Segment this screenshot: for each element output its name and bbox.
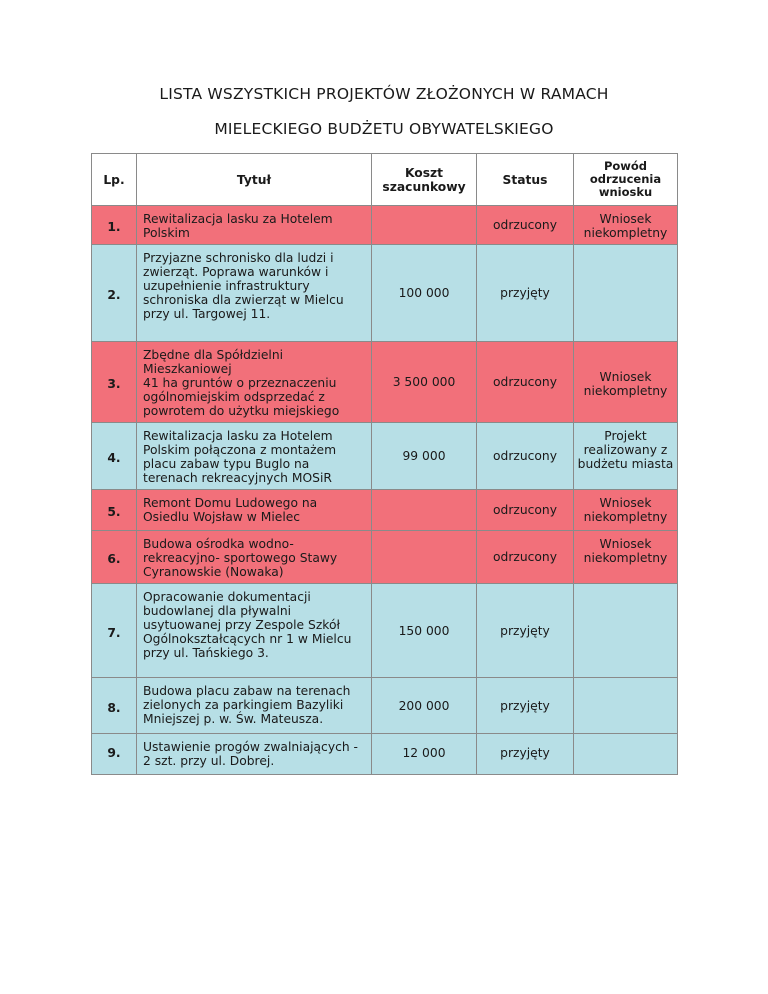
row-lp: 4. — [92, 423, 137, 490]
header-reason — [574, 154, 678, 206]
row-title: Ustawienie progów zwalniających - 2 szt. przy ul. Dobrej. — [137, 734, 372, 775]
row-title-line1: Zbędne dla Spółdzielni Mieszkaniowej — [143, 348, 284, 376]
row-title: Remont Domu Ludowego na Osiedlu Wojsław w Mielec — [137, 490, 372, 531]
row-status: odrzucony — [477, 490, 574, 531]
row-cost — [372, 531, 477, 584]
row-cost: 12 000 — [372, 734, 477, 775]
row-reason: Wniosek niekompletny — [574, 342, 678, 423]
row-lp: 1. — [92, 206, 137, 245]
row-title: Przyjazne schronisko dla ludzi i zwierząt. Poprawa warunków i uzupełnienie infrastruktury schroniska dla zwierząt w Mielcu przy ul. Targowej 11. — [137, 245, 372, 342]
row-title: Budowa placu zabaw na terenach zielonych za parkingiem Bazyliki Mniejszej p. w. Św. Mateusza. — [137, 678, 372, 734]
row-title-line2: 41 ha gruntów o przeznaczeniu ogólnomiejskim odsprzedać z powrotem do użytku miejskiego — [143, 376, 340, 418]
header-status: Status — [477, 154, 574, 206]
row-lp: 3. — [92, 342, 137, 423]
header-cost-line2: szacunkowy — [382, 179, 466, 194]
row-lp: 2. — [92, 245, 137, 342]
row-reason — [574, 584, 678, 678]
row-reason — [574, 734, 678, 775]
row-reason: Wniosek niekompletny — [574, 206, 678, 245]
header-title: Tytuł — [137, 154, 372, 206]
table-row — [92, 245, 678, 342]
row-lp: 7. — [92, 584, 137, 678]
row-lp: 6. — [92, 531, 137, 584]
row-reason — [574, 245, 678, 342]
row-title: Opracowanie dokumentacji budowlanej dla pływalni usytuowanej przy Zespole Szkół Ogólnokształcących nr 1 w Mielcu przy ul. Tańskiego 3. — [137, 584, 372, 678]
row-status: odrzucony — [477, 206, 574, 245]
row-cost — [372, 490, 477, 531]
table-row — [92, 342, 678, 423]
row-reason — [574, 678, 678, 734]
header-lp: Lp. — [92, 154, 137, 206]
row-cost: 99 000 — [372, 423, 477, 490]
header-reason-line2: odrzucenia — [589, 172, 662, 186]
table-row — [92, 531, 678, 584]
row-cost: 100 000 — [372, 245, 477, 342]
document-title-line2: MIELECKIEGO BUDŻETU OBYWATELSKIEGO — [214, 120, 554, 138]
row-status: odrzucony — [477, 423, 574, 490]
row-title — [137, 342, 372, 423]
row-cost — [372, 206, 477, 245]
row-status: odrzucony — [477, 342, 574, 423]
row-lp: 9. — [92, 734, 137, 775]
table-row — [92, 423, 678, 490]
table-header-row — [92, 154, 678, 206]
projects-table — [91, 153, 678, 775]
table-row — [92, 490, 678, 531]
row-lp: 8. — [92, 678, 137, 734]
header-reason-line3: wniosku — [598, 185, 653, 199]
header-reason-line1: Powód — [603, 159, 648, 173]
row-title: Budowa ośrodka wodno-rekreacyjno- sportowego Stawy Cyranowskie (Nowaka) — [137, 531, 372, 584]
row-reason: Wniosek niekompletny — [574, 490, 678, 531]
header-cost-line1: Koszt — [404, 165, 444, 180]
row-status: odrzucony — [477, 531, 574, 584]
table-row — [92, 206, 678, 245]
row-cost: 3 500 000 — [372, 342, 477, 423]
row-reason: Projekt realizowany z budżetu miasta — [574, 423, 678, 490]
table-row — [92, 678, 678, 734]
row-lp: 5. — [92, 490, 137, 531]
row-reason: Wniosek niekompletny — [574, 531, 678, 584]
table-row — [92, 734, 678, 775]
row-title: Rewitalizacja lasku za Hotelem Polskim połączona z montażem placu zabaw typu Buglo na terenach rekreacyjnych MOSiR — [137, 423, 372, 490]
row-status: przyjęty — [477, 245, 574, 342]
row-status: przyjęty — [477, 678, 574, 734]
row-title: Rewitalizacja lasku za Hotelem Polskim — [137, 206, 372, 245]
document-title-line1: LISTA WSZYSTKICH PROJEKTÓW ZŁOŻONYCH W RAMACH — [159, 85, 609, 103]
row-cost: 200 000 — [372, 678, 477, 734]
row-status: przyjęty — [477, 584, 574, 678]
table-row — [92, 584, 678, 678]
row-status: przyjęty — [477, 734, 574, 775]
header-cost — [372, 154, 477, 206]
row-cost: 150 000 — [372, 584, 477, 678]
